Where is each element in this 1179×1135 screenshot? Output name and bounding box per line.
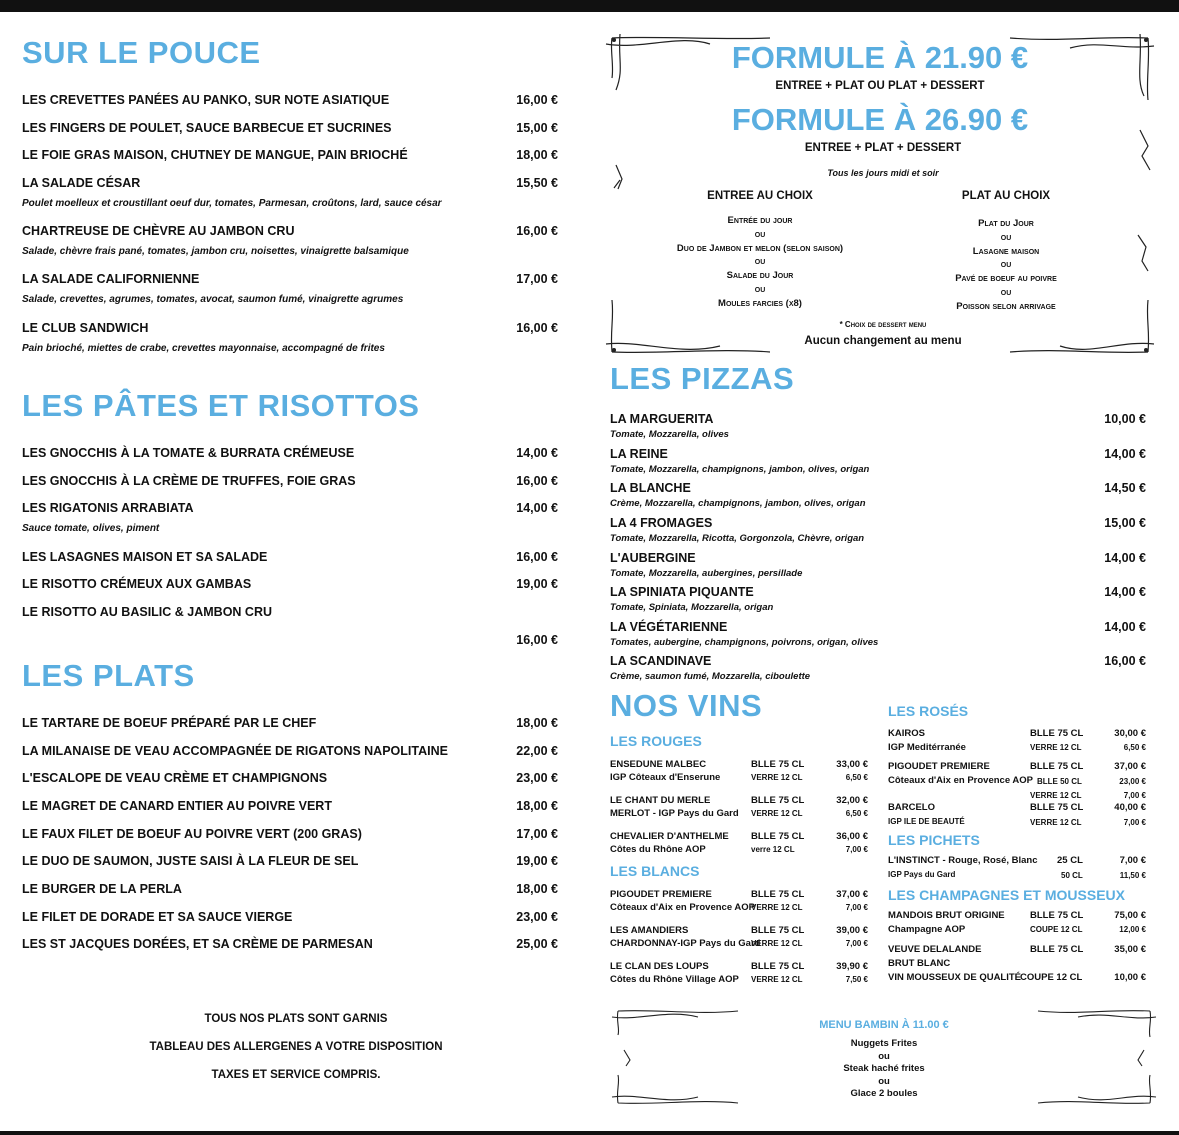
- wine-price-1: 39,00 €: [836, 925, 868, 936]
- wine-name: LES AMANDIERS: [610, 925, 689, 936]
- wine-size-2: VERRE 12 CL: [751, 773, 803, 782]
- wine-price-2: 7,50 €: [845, 975, 868, 984]
- bambin-option: ou: [878, 1075, 890, 1087]
- menu-item-name: LE FILET DE DORADE ET SA SAUCE VIERGE: [22, 910, 293, 924]
- champ-mandois-price2: 12,00 €: [1119, 925, 1146, 934]
- wine-size-1: BLLE 75 CL: [751, 889, 805, 900]
- menu-item: [22, 716, 558, 730]
- pichets-title: LES PICHETS: [888, 832, 980, 848]
- rose-barcelo-price1: 40,00 €: [1114, 802, 1146, 813]
- section-title-plats: LES PLATS: [22, 658, 195, 693]
- menu-item-name: LE FOIE GRAS MAISON, CHUTNEY DE MANGUE, PAIN BRIOCHÉ: [22, 148, 408, 162]
- champ-veuve-sub: BRUT BLANC: [888, 958, 951, 969]
- wine-price-1: 36,00 €: [836, 831, 868, 842]
- wine-size-1: BLLE 75 CL: [751, 925, 805, 936]
- pichet-name: L'INSTINCT - Rouge, Rosé, Blanc: [888, 855, 1038, 866]
- footer-allergenes: TABLEAU DES ALLERGENES A VOTRE DISPOSITION: [149, 1041, 443, 1053]
- rose-pigoudet-price2: 23,00 €: [1119, 777, 1146, 786]
- menu-item: [22, 224, 558, 257]
- wine-origin: Côtes du Rhône AOP: [610, 844, 706, 855]
- plat-title: PLAT AU CHOIX: [961, 190, 1051, 202]
- champ-mandois-origin: Champagne AOP: [888, 924, 966, 935]
- menu-item-price: 19,00 €: [516, 577, 558, 591]
- entree-option: ou: [754, 256, 766, 268]
- wine-name: LE CHANT DU MERLE: [610, 795, 711, 806]
- menu-item-name: LES GNOCCHIS À LA TOMATE & BURRATA CRÉMEUSE: [22, 446, 355, 460]
- entree-option: Salade du Jour: [726, 270, 794, 282]
- menu-item-price: 23,00 €: [516, 771, 558, 785]
- pizza-desc: Crème, saumon fumé, Mozzarella, ciboulette: [610, 671, 811, 682]
- menu-item: [22, 827, 558, 841]
- pizza-price: 14,00 €: [1104, 585, 1146, 599]
- dessert-note: * Choix de dessert menu: [839, 320, 927, 329]
- menu-item-price: 16,00 €: [516, 224, 558, 238]
- menu-item-desc: Sauce tomate, olives, piment: [22, 523, 160, 534]
- pizza-item: [610, 481, 1146, 509]
- entree-option: ou: [754, 283, 766, 295]
- menu-item: [22, 148, 558, 162]
- champ-mandois-price1: 75,00 €: [1114, 910, 1146, 921]
- wine-size-2: verre 12 CL: [751, 845, 795, 854]
- pizza-name: LA SCANDINAVE: [610, 654, 712, 668]
- menu-item-price: 18,00 €: [516, 882, 558, 896]
- menu-item: [22, 501, 558, 534]
- pizza-name: LA 4 FROMAGES: [610, 516, 713, 530]
- entree-option: Moules farcies (x8): [718, 297, 802, 309]
- bottom-bar: [0, 1131, 1179, 1135]
- footer-garnis: TOUS NOS PLATS SONT GARNIS: [204, 1013, 388, 1025]
- wine-size-2: VERRE 12 CL: [751, 809, 803, 818]
- formule-2-sub: ENTREE + PLAT + DESSERT: [804, 142, 962, 154]
- menu-item: [22, 744, 558, 758]
- pizza-item: [610, 516, 1146, 544]
- menu-item-name: LE DUO DE SAUMON, JUSTE SAISI À LA FLEUR DE SEL: [22, 854, 359, 868]
- menu-item-desc: Pain brioché, miettes de crabe, crevettes mayonnaise, accompagné de frites: [22, 343, 385, 354]
- menu-item-desc: Salade, crevettes, agrumes, tomates, avocat, saumon fumé, vinaigrette agrumes: [22, 294, 404, 305]
- rose-barcelo-name: BARCELO: [888, 802, 935, 813]
- menu-item: [22, 272, 558, 305]
- wine-price-2: 7,00 €: [845, 903, 868, 912]
- wine-name: PIGOUDET PREMIERE: [610, 889, 712, 900]
- pizza-item: [610, 585, 1146, 613]
- menu-item-name: LE MAGRET DE CANARD ENTIER AU POIVRE VERT: [22, 799, 332, 813]
- wine-size-1: BLLE 75 CL: [751, 759, 805, 770]
- plat-option: Pavé de boeuf au poivre: [955, 273, 1057, 285]
- pichet-origin: IGP Pays du Gard: [888, 870, 956, 879]
- champ-veuve-price: 35,00 €: [1114, 944, 1146, 955]
- wine-price-1: 33,00 €: [836, 759, 868, 770]
- blancs-title: LES BLANCS: [610, 863, 700, 879]
- menu-item-name: LE FAUX FILET DE BOEUF AU POIVRE VERT (200 GRAS): [22, 827, 362, 841]
- formule-days: Tous les jours midi et soir: [827, 168, 939, 178]
- rose-pigoudet-price1: 37,00 €: [1114, 761, 1146, 772]
- menu-item-price: 23,00 €: [516, 910, 558, 924]
- menu-item-name: LA SALADE CALIFORNIENNE: [22, 272, 200, 286]
- pichet-size2: 50 CL: [1061, 871, 1083, 880]
- wine-price-2: 6,50 €: [845, 809, 868, 818]
- rose-pigoudet-origin: Côteaux d'Aix en Provence AOP: [888, 775, 1033, 786]
- section-title-pizzas: LES PIZZAS: [610, 361, 795, 396]
- champ-mousseux-name: VIN MOUSSEUX DE QUALITÉ: [888, 972, 1022, 983]
- menu-item: [22, 910, 558, 924]
- plat-list: [886, 217, 1126, 314]
- pizza-price: 14,00 €: [1104, 551, 1146, 565]
- menu-item: [22, 474, 558, 488]
- pizza-name: L'AUBERGINE: [610, 551, 696, 565]
- menu-item-name: CHARTREUSE DE CHÈVRE AU JAMBON CRU: [22, 224, 295, 238]
- menu-item-price: 22,00 €: [516, 744, 558, 758]
- menu-item: [22, 121, 558, 135]
- no-change-note: Aucun changement au menu: [804, 335, 962, 347]
- pizza-name: LA MARGUERITA: [610, 412, 714, 426]
- rose-barcelo-price2: 7,00 €: [1123, 818, 1146, 827]
- champ-mandois-size1: BLLE 75 CL: [1030, 910, 1084, 921]
- menu-item: [22, 799, 558, 813]
- wine-price-1: 37,00 €: [836, 889, 868, 900]
- champ-veuve-size: BLLE 75 CL: [1030, 944, 1084, 955]
- wine-size-2: VERRE 12 CL: [751, 903, 803, 912]
- menu-item: [22, 854, 558, 868]
- rose-kairos-price2: 6,50 €: [1123, 743, 1146, 752]
- pizza-item: [610, 412, 1146, 440]
- menu-item-name: LA SALADE CÉSAR: [22, 176, 141, 190]
- bambin-option: Steak haché frites: [843, 1063, 925, 1074]
- wine-origin: Côtes du Rhône Village AOP: [610, 974, 739, 985]
- pizza-price: 15,00 €: [1104, 516, 1146, 530]
- rose-kairos-name: KAIROS: [888, 728, 925, 739]
- pizza-price: 14,00 €: [1104, 447, 1146, 461]
- rose-kairos-size1: BLLE 75 CL: [1030, 728, 1084, 739]
- bambin-title: MENU BAMBIN À 11.00 €: [819, 1019, 949, 1031]
- section-title-vins: NOS VINS: [610, 688, 763, 723]
- menu-item-price: 18,00 €: [516, 799, 558, 813]
- entree-option: Duo de Jambon et melon (selon saison): [676, 242, 844, 254]
- pichet-size1: 25 CL: [1057, 855, 1083, 866]
- menu-item-price: 18,00 €: [516, 716, 558, 730]
- pizza-item: [610, 447, 1146, 475]
- pizza-name: LA REINE: [610, 447, 668, 461]
- wine-size-1: BLLE 75 CL: [751, 961, 805, 972]
- menu-item-price: 17,00 €: [516, 272, 558, 286]
- menu-item-name: LES RIGATONIS ARRABIATA: [22, 501, 194, 515]
- wine-origin: CHARDONNAY-IGP Pays du Gard: [610, 938, 761, 949]
- pizza-name: LA SPINIATA PIQUANTE: [610, 585, 754, 599]
- menu-item: [22, 771, 558, 785]
- menu-item-name: LE CLUB SANDWICH: [22, 321, 149, 335]
- section-title-sur-le-pouce: SUR LE POUCE: [22, 35, 261, 70]
- rose-barcelo-size1: BLLE 75 CL: [1030, 802, 1084, 813]
- plat-option: Lasagne maison: [972, 245, 1040, 257]
- rose-kairos-price1: 30,00 €: [1114, 728, 1146, 739]
- pizza-desc: Tomate, Mozzarella, aubergines, persillade: [610, 568, 803, 579]
- plat-option: Poisson selon arrivage: [956, 300, 1056, 312]
- top-bar: [0, 0, 1179, 12]
- bambin-option: ou: [878, 1050, 890, 1062]
- champ-mousseux-price: 10,00 €: [1114, 972, 1146, 983]
- menu-item: [22, 577, 558, 591]
- menu-item: [22, 176, 558, 209]
- pizza-name: LA BLANCHE: [610, 481, 691, 495]
- footer-taxes: TAXES ET SERVICE COMPRIS.: [211, 1069, 381, 1081]
- menu-item-price: 15,50 €: [516, 176, 558, 190]
- menu-item-price: 16,00 €: [516, 633, 558, 647]
- rose-pigoudet-price3: 7,00 €: [1123, 791, 1146, 800]
- menu-item-price: 16,00 €: [516, 93, 558, 107]
- wine-name: LE CLAN DES LOUPS: [610, 961, 709, 972]
- pichet-price2: 11,50 €: [1119, 871, 1146, 880]
- pizza-item: [610, 620, 1146, 648]
- champ-mousseux-size: COUPE 12 CL: [1020, 972, 1083, 983]
- formule-2-title: FORMULE À 26.90 €: [731, 102, 1029, 137]
- pizza-price: 16,00 €: [1104, 654, 1146, 668]
- menu-item-price: 16,00 €: [516, 474, 558, 488]
- bambin-list: [608, 1038, 1160, 1101]
- wine-price-2: 6,50 €: [845, 773, 868, 782]
- pizza-price: 14,50 €: [1104, 481, 1146, 495]
- bambin-option: Nuggets Frites: [850, 1038, 918, 1049]
- rose-pigoudet-size1: BLLE 75 CL: [1030, 761, 1084, 772]
- plat-option: Plat du Jour: [978, 218, 1034, 229]
- menu-item-price: 18,00 €: [516, 148, 558, 162]
- menu-item-name: LE RISOTTO AU BASILIC & JAMBON CRU: [22, 605, 273, 619]
- entree-title: ENTREE AU CHOIX: [707, 190, 813, 202]
- menu-item-name: LES FINGERS DE POULET, SAUCE BARBECUE ET SUCRINES: [22, 121, 392, 135]
- menu-item-name: LE TARTARE DE BOEUF PRÉPARÉ PAR LE CHEF: [22, 716, 317, 730]
- menu-item-price: 14,00 €: [516, 446, 558, 460]
- menu-item-price: 15,00 €: [516, 121, 558, 135]
- rose-pigoudet-name: PIGOUDET PREMIERE: [888, 761, 990, 772]
- menu-item-name: LES ST JACQUES DORÉES, ET SA CRÈME DE PARMESAN: [22, 937, 373, 951]
- champ-mandois-name: MANDOIS BRUT ORIGINE: [888, 910, 1005, 921]
- wine-size-1: BLLE 75 CL: [751, 795, 805, 806]
- rose-barcelo-size2: VERRE 12 CL: [1030, 818, 1082, 827]
- menu-item-price: 19,00 €: [516, 854, 558, 868]
- menu-item-name: LES GNOCCHIS À LA CRÈME DE TRUFFES, FOIE GRAS: [22, 474, 356, 488]
- wine-name: CHEVALIER D'ANTHELME: [610, 831, 729, 842]
- pizza-item: [610, 654, 1146, 682]
- menu-item: [22, 550, 558, 564]
- pizza-price: 10,00 €: [1104, 412, 1146, 426]
- pichet-price1: 7,00 €: [1119, 855, 1146, 866]
- plat-option: ou: [1000, 259, 1012, 271]
- formule-1-sub: ENTREE + PLAT OU PLAT + DESSERT: [775, 80, 985, 92]
- wine-name: ENSEDUNE MALBEC: [610, 759, 707, 770]
- rose-pigoudet-size2: BLLE 50 CL: [1037, 777, 1082, 786]
- menu-item-name: L'ESCALOPE DE VEAU CRÈME ET CHAMPIGNONS: [22, 771, 328, 785]
- menu-item-name: LES CREVETTES PANÉES AU PANKO, SUR NOTE ASIATIQUE: [22, 93, 390, 107]
- champ-title: LES CHAMPAGNES ET MOUSSEUX: [888, 887, 1125, 903]
- formule-1-title: FORMULE À 21.90 €: [731, 40, 1029, 75]
- menu-item-price: 14,00 €: [516, 501, 558, 515]
- section-title-pates: LES PÂTES ET RISOTTOS: [22, 388, 420, 423]
- wine-origin: Côteaux d'Aix en Provence AOP: [610, 902, 755, 913]
- menu-item: [22, 446, 558, 460]
- menu-item: [22, 93, 558, 107]
- menu-item: [22, 321, 558, 354]
- pizza-desc: Tomate, Mozzarella, olives: [610, 429, 729, 440]
- wine-size-1: BLLE 75 CL: [751, 831, 805, 842]
- pizza-name: LA VÉGÉTARIENNE: [610, 620, 728, 634]
- champ-mandois-size2: COUPE 12 CL: [1030, 925, 1083, 934]
- menu-item-name: LE RISOTTO CRÉMEUX AUX GAMBAS: [22, 577, 252, 591]
- wine-price-1: 39,90 €: [836, 961, 868, 972]
- plat-option: ou: [1000, 286, 1012, 298]
- menu-item-name: LES LASAGNES MAISON ET SA SALADE: [22, 550, 268, 564]
- entree-list: [640, 214, 880, 311]
- rose-pigoudet-size3: VERRE 12 CL: [1030, 791, 1082, 800]
- wine-price-1: 32,00 €: [836, 795, 868, 806]
- wine-origin: IGP Côteaux d'Enserune: [610, 772, 721, 783]
- menu-item-desc: Poulet moelleux et croustillant oeuf dur, tomates, Parmesan, croûtons, lard, sauce césar: [22, 198, 442, 209]
- wine-origin: MERLOT - IGP Pays du Gard: [610, 808, 739, 819]
- wine-price-2: 7,00 €: [845, 845, 868, 854]
- pizza-desc: Tomate, Mozzarella, Ricotta, Gorgonzola, Chèvre, origan: [610, 533, 865, 544]
- wine-price-2: 7,00 €: [845, 939, 868, 948]
- menu-item: [22, 605, 558, 619]
- menu-item-name: LA MILANAISE DE VEAU ACCOMPAGNÉE DE RIGATONS NAPOLITAINE: [22, 744, 448, 758]
- menu-item: [22, 937, 558, 951]
- plat-option: ou: [1000, 231, 1012, 243]
- entree-option: Entrée du jour: [727, 215, 793, 226]
- rouges-title: LES ROUGES: [610, 733, 702, 749]
- roses-title: LES ROSÉS: [888, 703, 969, 719]
- menu-item-price: 16,00 €: [516, 550, 558, 564]
- menu-item-price: 17,00 €: [516, 827, 558, 841]
- pizza-price: 14,00 €: [1104, 620, 1146, 634]
- entree-option: ou: [754, 228, 766, 240]
- pizza-item: [610, 551, 1146, 579]
- menu-item: [22, 882, 558, 896]
- champ-veuve-name: VEUVE DELALANDE: [888, 944, 982, 955]
- pizza-desc: Crème, Mozzarella, champignons, jambon, olives, origan: [610, 498, 866, 509]
- menu-item-price: 16,00 €: [516, 321, 558, 335]
- wine-size-2: VERRE 12 CL: [751, 975, 803, 984]
- menu-item-desc: Salade, chèvre frais pané, tomates, jambon cru, noisettes, vinaigrette balsamique: [22, 246, 409, 257]
- rose-kairos-size2: VERRE 12 CL: [1030, 743, 1082, 752]
- rose-barcelo-origin: IGP ILE DE BEAUTÉ: [888, 817, 965, 826]
- pizza-desc: Tomate, Spiniata, Mozzarella, origan: [610, 602, 774, 613]
- bambin-option: Glace 2 boules: [850, 1088, 918, 1099]
- rose-kairos-origin: IGP Meditérranée: [888, 742, 966, 753]
- menu-item-price: 25,00 €: [516, 937, 558, 951]
- pizza-desc: Tomates, aubergine, champignons, poivrons, origan, olives: [610, 637, 879, 648]
- wine-size-2: VERRE 12 CL: [751, 939, 803, 948]
- pizza-desc: Tomate, Mozzarella, champignons, jambon, olives, origan: [610, 464, 870, 475]
- menu-item-name: LE BURGER DE LA PERLA: [22, 882, 182, 896]
